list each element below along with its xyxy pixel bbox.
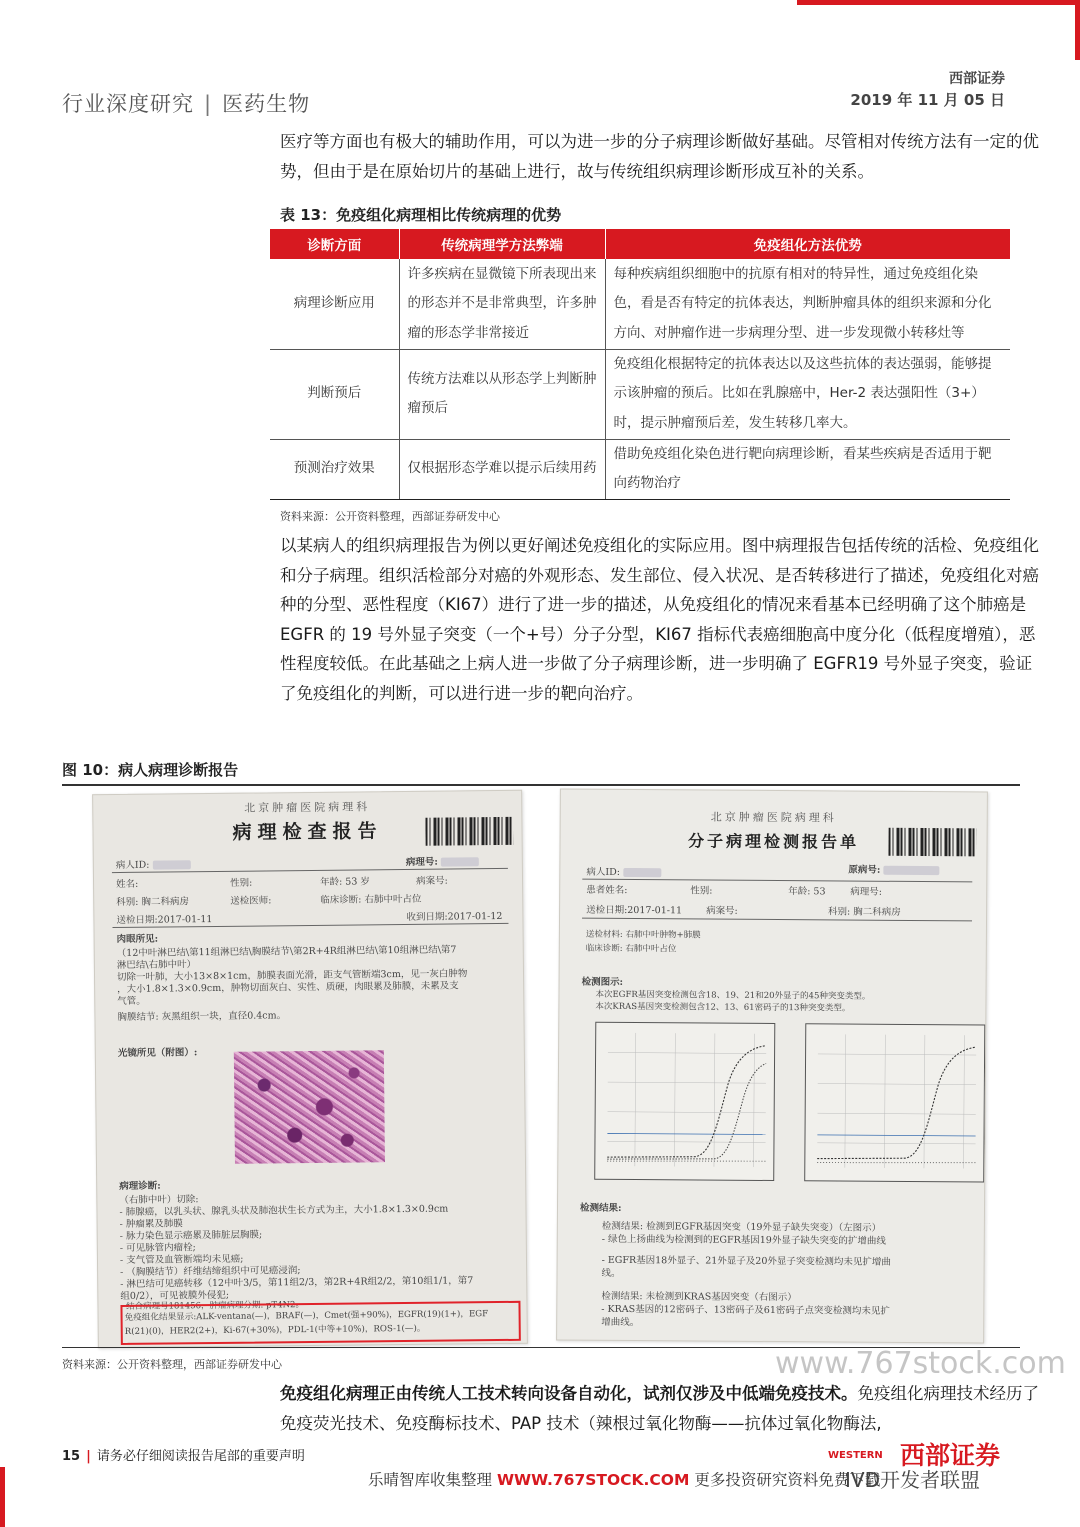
figure-top-rule [62,784,1020,786]
header-separator: | [204,92,213,116]
report-field: 年龄: 53 岁 [319,876,370,888]
table-header-cell: 诊断方面 [270,229,399,259]
original-no-label: 原病号: [848,862,939,877]
diagnosis-line: - 脉力染色显示癌累及肺脏层胸膜; [119,1229,263,1243]
result-line: - KRAS基因的12密码子、13密码子及61密码子点突变检测均未见扩 [601,1303,890,1317]
diagnosis-line: - 结合病理号181456，肿瘤病理分期: pT4N2。 [120,1300,304,1312]
redacted-mark [623,868,661,877]
report-field: 患者姓名: [586,884,628,896]
report-field: 收到日期:2017-01-12 [406,910,503,923]
company-logo-cn: 西部证券 [900,1441,1001,1470]
chart-title: 检测图示: [581,976,624,988]
comparison-table [270,229,1010,500]
patient-id-label: 病人ID: [116,856,191,871]
paragraph-ihc-trend-bold: 免疫组化病理正由传统人工技术转向设备自动化，试剂仅涉及中低端免疫技术。 [280,1384,858,1403]
report-header [62,88,310,118]
diagnosis-line: - 淋巴结可见癌转移（12中叶3/5，第11组2/3，第2R+4R组2/2，第10组1/1，第7 [120,1275,474,1290]
footer-notice: 请务必仔细阅读报告尾部的重要声明 [96,1449,305,1464]
redacted-mark [152,860,190,869]
paragraph-ihc-trend [280,1379,1040,1438]
histology-image [234,1050,385,1164]
figure-caption: 图 10：病人病理诊断报告 [62,761,239,779]
result-line: 检测结果: 检测到EGFR基因突变（19外显子缺失突变）（左图示） [601,1220,882,1234]
report-field: 科别: 胸二科病房 [116,896,190,909]
result-line: 增曲线。 [601,1316,640,1329]
diagnosis-title: 病理诊断: [119,1180,161,1193]
table-row [270,259,1010,349]
table-row [270,349,1010,439]
paragraph-case-study: 以某病人的组织病理报告为例以更好阐述免疫组化的实际应用。图中病理报告包括传统的活检、免疫组化和分子病理。组织活检部分对癌的外观形态、发生部位、侵入状况、是否转移进行了描述，免疫组化对癌种的分型、恶性程度（KI67）进行了进一步的描述，从免疫组化的情况来看基本已经明确了这个肺癌是 EGFR 的 19 号外显子突变（一个+号）分子分型，KI67 指标代表癌细胞高中度分化（低程度增殖），恶性程度较低。在此基础之上病人进一步做了分子病理诊断，进一步明确了 EGFR19 号外显子突变，验证了免疫组化的判断，可以进行进一步的靶向治疗。 [280,536,1039,703]
table-source: 资料来源：公开资料整理，西部证券研发中心 [280,510,500,523]
table-cell: 判断预后 [270,349,399,439]
report-field: 送检医师: [230,895,272,907]
barcode-icon [888,828,976,857]
gross-title: 肉眼所见: [116,933,159,946]
table-cell: 传统方法难以从形态学上判断肿瘤预后 [399,349,605,439]
ihc-line: 免疫组化结果显示:ALK-ventana(—)，BRAF(—)，Cmet(强+90%)，EGFR(19)(1+)，EGF [124,1309,489,1323]
molecular-report-photo [556,789,988,1344]
redacted-mark [441,857,479,866]
chart-note: 本次EGFR基因突变检测包含18、19、21和20外显子的45种突变类型。 [595,989,871,1002]
micro-title: 光镜所见（附图）: [117,1047,198,1060]
header-category: 医药生物 [222,92,311,116]
divider [582,918,972,922]
table-cell: 病理诊断应用 [270,259,399,349]
gross-line: ，大小1.8×1.3×0.9cm，肿物切面灰白、实性、质硬，肉眼累及肺膜，未累及支 [117,980,459,996]
paragraph-ihc-trend-rest: 免疫组化病理技术经历了免疫荧光技术、免疫酶标技术、PAP 技术（辣根过氧化物酶——抗体过氧化物酶法, [280,1384,1039,1433]
result-line: - 绿色上扬曲线为检测到的EGFR基因19外显子缺失突变的扩增曲线 [601,1233,886,1247]
wechat-watermark: IVD开发者联盟 [845,1468,980,1492]
ihc-line: R(21)(0)，HER2(2+)，Ki-67(+30%)，PDL-1(中等+10%)，ROS-1(—)。 [124,1323,426,1337]
pathology-report-photo [92,790,528,1348]
figure-source: 资料来源：公开资料整理，西部证券研发中心 [62,1358,282,1371]
report-title: 分子病理检测报告单 [687,831,860,852]
report-institution: 北京肿瘤医院病理科 [244,800,371,815]
report-field: 性别: [690,885,713,897]
table-row [270,439,1010,499]
report-institution: 北京肿瘤医院病理科 [710,810,837,825]
report-field: 病案号: [415,875,448,887]
result-line: - EGFR基因18外显子、21外显子及20外显子突变检测均未见扩增曲 [601,1254,891,1268]
diagnosis-line: - 肺腺癌，以乳头状、腺乳头状及肺泡状生长方式为主，大小1.8×1.3×0.9cm [119,1203,449,1219]
result-title: 检测结果: [579,1202,622,1214]
diagnosis-line: - （胸膜结节）纤维结缔组织中可见癌浸润; [120,1265,301,1278]
page-number: 15 [62,1449,81,1464]
collector-url: WWW.767STOCK.COM [496,1471,690,1489]
diagnosis-line: （右肺中叶）切除: [119,1194,199,1207]
header-date: 2019 年 11 月 05 日 [850,91,1005,109]
table-header-row [270,229,1010,259]
kras-amplification-plot [804,1023,985,1182]
diagnosis-line: - 可见脉管内瘤栓; [119,1242,196,1255]
gross-line: 淋巴结\右肺中叶） [116,959,197,972]
table-cell: 仅根据形态学难以提示后续用药 [399,439,605,499]
gross-line: 切除一叶肺，大小13×8×1cm，肺膜表面光滑，距支气管断端3cm，见一灰白肿物 [116,968,468,984]
report-field: 年龄: 53 [788,886,826,898]
table-caption: 表 13：免疫组化病理相比传统病理的优势 [280,206,562,224]
result-line: 线。 [601,1267,621,1279]
paragraph-intro: 医疗等方面也有极大的辅助作用，可以为进一步的分子病理诊断做好基础。尽管相对传统方法有一定的优势，但由于是在原始切片的基础上进行，故与传统组织病理诊断形成互补的关系。 [280,132,1039,181]
table-cell: 许多疾病在显微镜下所表现出来的形态并不是非常典型，许多肿瘤的形态学非常接近 [399,259,605,349]
top-accent-line [797,0,1080,5]
table-cell: 预测治疗效果 [270,439,399,499]
table-cell: 每种疾病组织细胞中的抗原有相对的特异性，通过免疫组化染色，看是否有特定的抗体表达，判断肿瘤具体的组织来源和分化方向、对肿瘤作进一步病理分型、进一步发现微小转移灶等 [605,259,1010,349]
report-field: 性别: [229,877,253,889]
report-title: 病理检查报告 [232,820,383,844]
report-field: 科别: 胸二科病房 [828,906,901,918]
diagnosis-line: 组0/2），可见被膜外侵犯; [120,1289,230,1302]
table-cell: 借助免疫组化染色进行靶向病理诊断，看某些疾病是否适用于靶向药物治疗 [605,439,1010,499]
header-section: 行业深度研究 [62,92,194,116]
footer-separator: | [86,1449,91,1464]
top-accent-vertical [1075,0,1080,60]
gross-line: 胸膜结节: 灰黑组织一块，直径0.4cm。 [117,1010,287,1024]
diagnosis-line: - 肿瘤累及肺膜 [119,1218,183,1231]
barcode-icon [425,817,513,846]
report-field: 姓名: [115,878,139,891]
patient-id-label: 病人ID: [586,864,661,879]
chart-note: 本次KRAS基因突变检测包含12、13、61密码子的13种突变类型。 [595,1001,851,1014]
footer-page-info [62,1445,305,1464]
gross-line: （12中叶淋巴结\第11组淋巴结\胸膜结节\第2R+4R组淋巴结\第10组淋巴结\第7 [116,944,457,960]
egfr-amplification-plot [594,1022,775,1181]
pathology-no-label: 病理号: [406,853,479,868]
table-cell: 免疫组化根据特定的抗体表达以及这些抗体的表达强弱，能够提示该肿瘤的预后。比如在乳腺癌中，Her-2 表达强阳性（3+）时，提示肿瘤预后差，发生转移几率大。 [605,349,1010,439]
company-logo-en: WESTERN [828,1450,883,1461]
header-company: 西部证券 [949,71,1005,87]
report-field: 送检日期:2017-01-11 [116,914,213,927]
site-watermark: www.767stock.com [775,1346,1066,1381]
collector-watermark: 乐晴智库收集整理 WWW.767STOCK.COM 更多投资研究资料免费下载 [368,1471,881,1489]
divider [582,879,972,883]
clinical-line: 临床诊断: 右肺中叶占位 [585,943,677,955]
gross-line: 气管。 [117,995,146,1008]
report-field: 送检日期:2017-01-11 [586,904,683,917]
report-field: 病理号: [850,886,882,898]
material-line: 送检材料: 右肺中叶肿物+肺膜 [585,929,701,941]
result-line: 检测结果: 未检测到KRAS基因突变（右图示） [601,1290,797,1304]
table-header-cell: 传统病理学方法弊端 [399,229,605,259]
bottom-accent-vertical [0,1467,5,1527]
report-field: 病案号: [706,905,738,917]
table-header-cell: 免疫组化方法优势 [605,229,1010,259]
diagnosis-line: - 支气管及血管断端均未见癌; [119,1253,244,1266]
report-field: 临床诊断: 右肺中叶占位 [320,893,422,906]
redacted-mark [884,866,940,875]
